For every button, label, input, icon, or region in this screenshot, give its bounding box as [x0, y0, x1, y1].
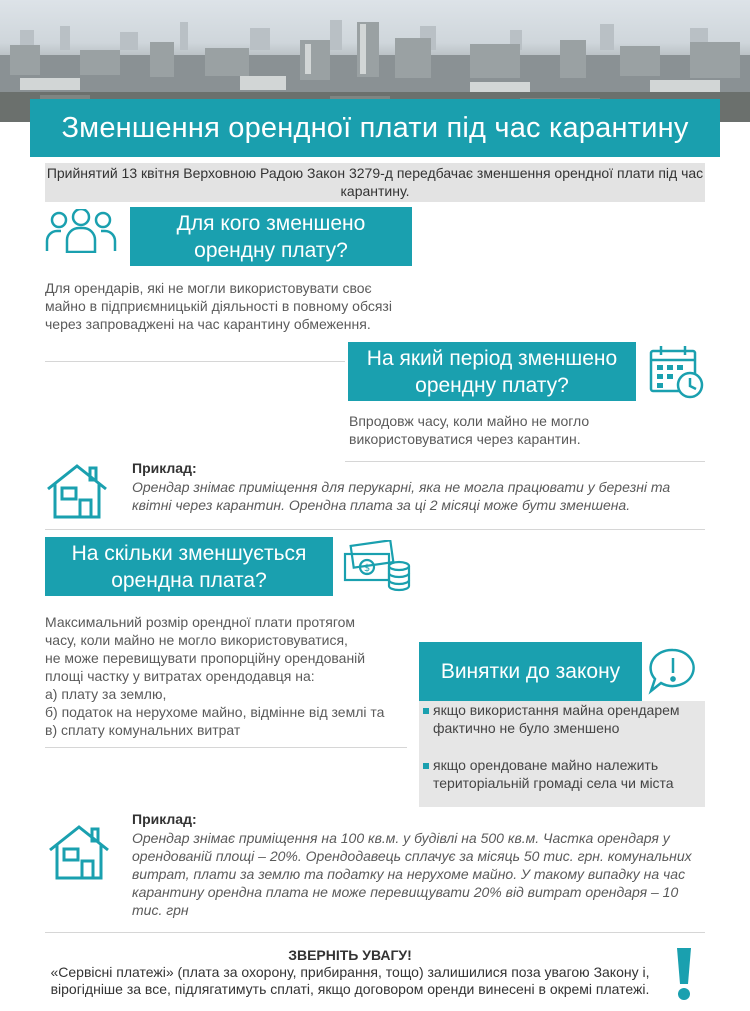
- calendar-clock-icon: [648, 343, 706, 401]
- who-heading-line2: орендну плату?: [194, 239, 348, 262]
- divider: [45, 747, 407, 748]
- notice-heading: ЗВЕРНІТЬ УВАГУ!: [288, 947, 412, 963]
- exception-item: якщо орендоване майно належить територіальній громаді села чи міста: [433, 757, 674, 791]
- example1-label: Приклад:: [132, 460, 197, 476]
- exceptions-heading: Винятки до закону: [419, 642, 642, 701]
- divider: [45, 932, 705, 933]
- bullet-marker: [423, 708, 429, 714]
- who-body: Для орендарів, які не могли використовувати своє майно в підприємницькій діяльності в повному обсязі через запроваджені на час карантину обмеження.: [45, 280, 392, 332]
- divider: [45, 361, 345, 362]
- example1-text: Орендар знімає приміщення для перукарні, яка не могла працювати у березні та квітні через карантин. Орендна плата за ці 2 місяці може бути зменшена.: [132, 479, 671, 513]
- divider: [45, 529, 705, 530]
- period-body: Впродовж часу, коли майно не могло використовуватися через карантин.: [349, 413, 590, 447]
- exclamation-icon: [672, 946, 696, 1002]
- people-group-icon: [45, 209, 117, 253]
- amount-heading-box: [45, 537, 333, 596]
- house-icon: [47, 823, 111, 881]
- notice-text: «Сервісні платежі» (плата за охорону, прибирання, тощо) залишилися поза увагою Закону і, вірогідніше за все, підлягатимуть сплаті, якщо договором оренди винесені в окремі платежі.: [50, 964, 650, 997]
- amount-body-line: часу, коли майно не могло використовуватися,: [45, 632, 348, 648]
- who-heading-line1: Для кого зменшено: [176, 212, 366, 235]
- svg-text:$: $: [363, 563, 371, 574]
- period-heading-box: [348, 342, 636, 401]
- title-banner: [30, 99, 720, 157]
- amount-body-line: не може перевищувати пропорційну орендованій: [45, 650, 366, 666]
- example2-label: Приклад:: [132, 811, 197, 827]
- example2-text: Орендар знімає приміщення на 100 кв.м. у будівлі на 500 кв.м. Частка орендаря у орендованій площі – 20%. Орендодавець сплачує за місяць 50 тис. грн. комунальних витрат, плати за землю та податку на нерухоме майно. У такому випадку на час карантину орендна плата не може перевищувати 20% від витрат орендаря – 10 тис. грн: [132, 830, 692, 918]
- amount-body-line: б) податок на нерухоме майно, відмінне від землі та: [45, 704, 385, 720]
- amount-heading-line1: На скільки зменшується: [71, 542, 307, 565]
- amount-body: [45, 613, 415, 739]
- divider: [345, 461, 705, 462]
- amount-body-line: в) сплату комунальних витрат: [45, 722, 241, 738]
- who-heading-box: [130, 207, 412, 266]
- exception-item: якщо використання майна орендарем фактично не було зменшено: [433, 702, 680, 736]
- bullet-marker: [423, 763, 429, 769]
- page-title: Зменшення орендної плати під час карантину: [61, 112, 689, 144]
- speech-bubble-exclamation-icon: [648, 647, 698, 695]
- amount-body-line: площі частку у витратах орендодавця на:: [45, 668, 315, 684]
- intro-text: Прийнятий 13 квітня Верховною Радою Закон 3279-д передбачає зменшення орендної плати під час карантину.: [45, 163, 705, 202]
- amount-body-line: а) плату за землю,: [45, 686, 167, 702]
- amount-heading-line2: орендна плата?: [111, 569, 267, 592]
- period-heading-line2: орендну плату?: [415, 374, 569, 397]
- amount-body-line: Максимальний розмір орендної плати протягом: [45, 614, 356, 630]
- period-heading-line1: На який період зменшено: [366, 347, 618, 370]
- money-coins-icon: [342, 540, 412, 592]
- notice-block: [45, 947, 655, 998]
- house-icon: [45, 462, 109, 520]
